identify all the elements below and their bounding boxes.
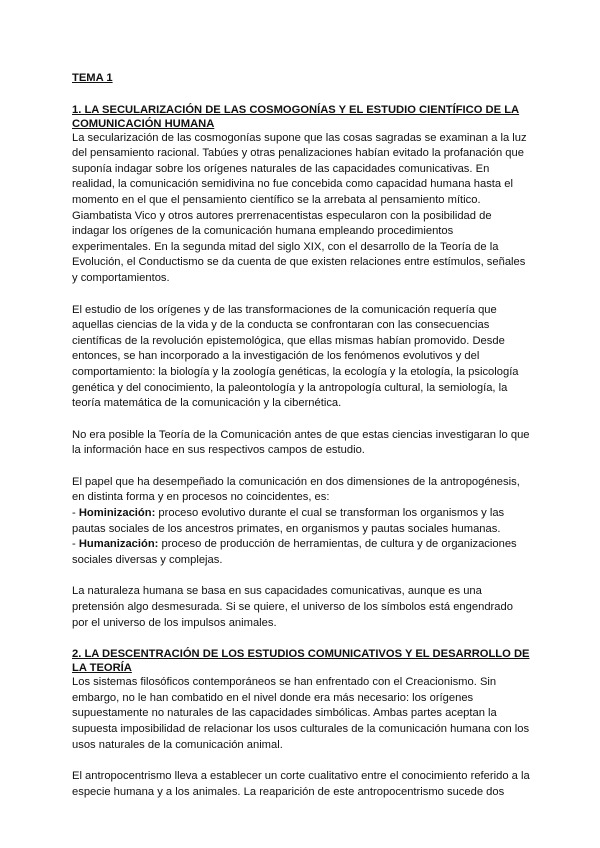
- section2-paragraph-1: Los sistemas filosóficos contemporáneos se han enfrentado con el Creacionismo. Sin embargo, no le han combatido en el nivel donde era más necesario: los orígenes supuestamente no naturales de las capacidades simbólicas. Ambas partes aceptan la supuesta imposibilidad de relacionar los usos culturales de la comunicación humana con los usos naturales de la comunicación animal.: [72, 676, 530, 751]
- bullet-term: Humanización:: [78, 538, 159, 551]
- section1-paragraph-5: La naturaleza humana se basa en sus capacidades comunicativas, aunque es una pretensión algo desmesurada. Si se quiere, el universo de los símbolos está engendrado por el universo de los impulsos animales.: [72, 585, 513, 629]
- section1-paragraph-2: El estudio de los orígenes y de las transformaciones de la comunicación requería que aquellas ciencias de la vida y de la conducta se confrontaran con las consecuencias científicas de la revolución epistemológica, que ellas mismas habían promovido. Desde entonces, se han incorporado a la investigación de los fenómenos evolutivos y del comportamiento: la biología y la zoología genéticas, la ecología y la etología, la psicología genética y del conocimiento, la paleontología y la antropología cultural, la semiología, la teoría matemática de la comunicación y la cibernética.: [72, 303, 519, 410]
- bullet-hominizacion: - Hominización: proceso evolutivo durante el cual se transforman los organismos y las pautas sociales de los ancestros primates, en organismos y pautas sociales humanas.: [72, 507, 505, 535]
- section2-heading: 2. LA DESCENTRACIÓN DE LOS ESTUDIOS COMUNICATIVOS Y EL DESARROLLO DE LA TEORÍA: [72, 648, 530, 675]
- section1-paragraph-3: No era posible la Teoría de la Comunicación antes de que estas ciencias investigaran lo que la información hace en sus respectivos campos de estudio.: [72, 428, 530, 457]
- bullet-term: Hominización:: [78, 507, 156, 520]
- bullet-humanizacion: - Humanización: proceso de producción de herramientas, de cultura y de organizaciones sociales diversas y complejas.: [72, 538, 517, 566]
- section1-paragraph-1: La secularización de las cosmogonías supone que las cosas sagradas se examinan a la luz del pensamiento racional. Tabúes y otras penalizaciones habían evitado la profanación que suponía indagar sobre los orígenes naturales de las capacidades comunicativas. En realidad, la comunicación semidivina no fue concebida como capacidad humana hasta el momento en el que el pensamiento científico se la arrebata al pensamiento mítico. Giambatista Vico y otros autores prerrenacentistas especularon con la posibilidad de indagar los orígenes de la comunicación humana empleando procedimientos experimentales. En la segunda mitad del siglo XIX, con el desarrollo de la Teoría de la Evolución, el Conductismo se da cuenta de que existen relaciones entre estímulos, señales y comportamientos.: [72, 131, 527, 284]
- section1-heading: 1. LA SECULARIZACIÓN DE LAS COSMOGONÍAS Y EL ESTUDIO CIENTÍFICO DE LA COMUNICACIÓN HUMANA: [72, 103, 520, 130]
- section1-paragraph-4: El papel que ha desempeñado la comunicación en dos dimensiones de la antropogénesis, en distinta forma y en procesos no coincidentes, es:: [72, 475, 520, 504]
- document-title: TEMA 1: [72, 72, 113, 84]
- section2-paragraph-2: El antropocentrismo lleva a establecer un corte cualitativo entre el conocimiento referido a la especie humana y a los animales. La reaparición de este antropocentrismo sucede dos: [72, 770, 530, 798]
